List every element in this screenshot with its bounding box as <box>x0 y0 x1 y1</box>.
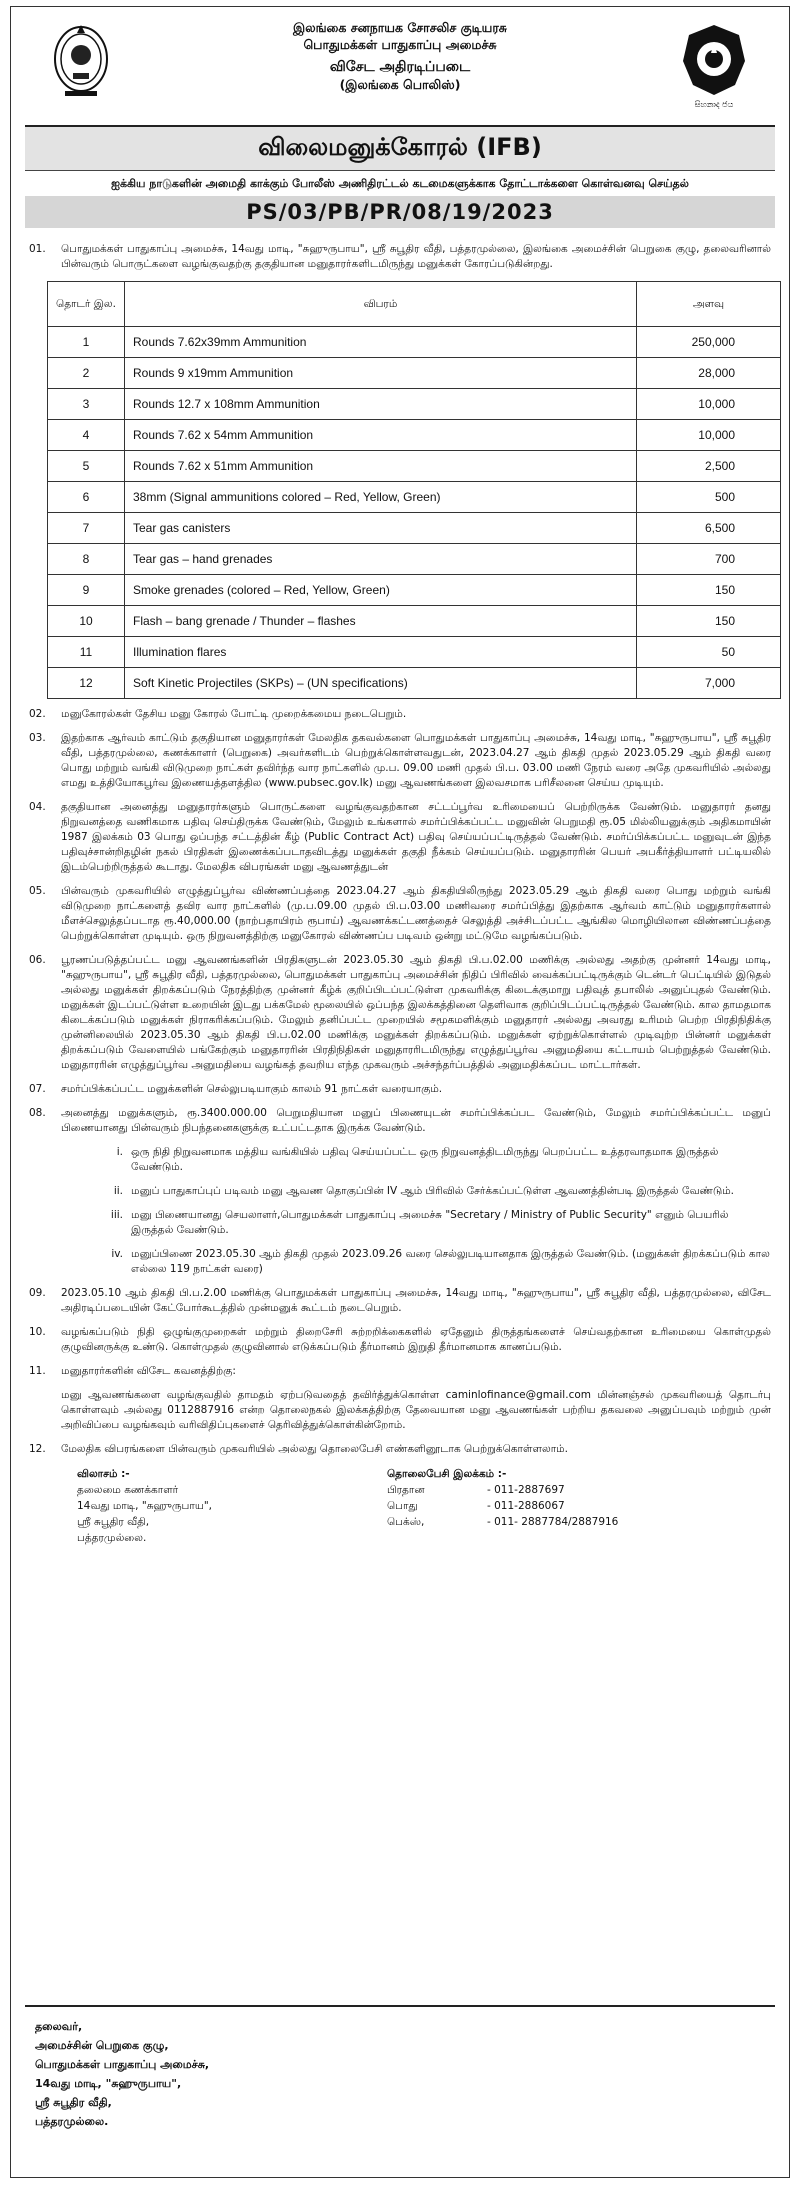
items-table <box>47 281 781 699</box>
serial-cell: 4 <box>48 420 125 451</box>
paragraph-text: அனைத்து மனுக்களும், ரூ.3400.000.00 பெறுமதியான மனுப் பிணையுடன் சமர்ப்பிக்கப்பட வேண்டும், மேலும் சமர்ப்பிக்கப்பட்ட மனுப் பிணையானது பின்வரும் நிபந்தனைகளுக்கு உட்பட்டதாக இருக்க வேண்டும். <box>61 1107 771 1134</box>
sri-lanka-emblem-icon <box>51 21 111 101</box>
condition-item <box>99 1184 771 1199</box>
quantity-cell: 250,000 <box>637 327 781 358</box>
paragraph-text: மனு ஆவணங்களை வழங்குவதில் தாமதம் ஏற்படுவதைத் தவிர்த்துக்கொள்ள caminlofinance@gmail.com மின்னஞ்சல் முகவரியைத் தொடர்பு கொள்ளவும் அல்லது 0112887916 என்ற தொலைநகல் இலக்கத்திற்கு தேவையான மனு ஆவணங்கள் பற்றிய தகவலை அனுப்பவும் மற்றும் முன் அறிவிப்பை வழங்கவும் வரிவிதிப்புகளைச் தெரிவித்துக்கொள்கின்றோம். <box>61 1389 771 1431</box>
signature-footer <box>25 2005 775 2167</box>
table-header-row <box>48 282 781 327</box>
footer-line: பொதுமக்கள் பாதுகாப்பு அமைச்சு, <box>35 2058 210 2071</box>
table-row <box>48 544 781 575</box>
address-line: 14வது மாடி, "சுஹுருபாய", <box>77 1500 213 1512</box>
phone-heading: தொலைபேசி இலக்கம் :- <box>387 1468 507 1480</box>
paragraph-text: பின்வரும் முகவரியில் எழுத்துப்பூர்வ விண்ணப்பத்தை 2023.04.27 ஆம் திகதியிலிருந்து 2023.05.29 ஆம் திகதி வரை பொது மற்றும் வங்கி விடுமுறை நாட்களைத் தவிர வார நாட்களில் (மு.ப.09.00 முதல் பி.ப.03.00 மணிவரை சமர்ப்பித்து இதற்காக ஆர்வம் காட்டும் மனுதாரர்களால் மீளச்செலுத்தப்படாத ரூ.40,000.00 (நாற்பதாயிரம் ரூபாய்) ஆவணக்கட்டணத்தைச் செலுத்தி அச்சிடப்பட்ட ஆங்கில மொழியிலான விண்ணப்பத்தை பெற்றுக்கொள்ள முடியும். ஒரு நிறுவனத்திற்கு மனுகோரல் விண்ணப்ப படிவம் ஒன்று மட்டுமே வழங்கப்படும். <box>61 885 771 942</box>
table-row <box>48 637 781 668</box>
serial-cell: 1 <box>48 327 125 358</box>
condition-item <box>99 1208 771 1238</box>
description-cell: Rounds 7.62x39mm Ammunition <box>125 327 637 358</box>
address-heading: விலாசம் :- <box>77 1468 130 1480</box>
paragraph-text: பொதுமக்கள் பாதுகாப்பு அமைச்சு, 14வது மாடி, "சுஹுருபாய", ஸ்ரீ சுபூதிர வீதி, பத்தரமுல்லை, இலங்கை அமைச்சின் பெறுகை குழு, தலைவரினால் பின்வரும் பொருட்களை வழங்குவதற்கு தகுதியான மனுதாரர்களிடமிருந்து மனுக்கள் கோரப்படுகின்றது. <box>61 243 771 270</box>
serial-cell: 3 <box>48 389 125 420</box>
quantity-cell: 50 <box>637 637 781 668</box>
paragraph-03 <box>29 731 771 791</box>
paragraph-text: சமர்ப்பிக்கப்பட்ட மனுக்களின் செல்லுபடியாகும் காலம் 91 நாட்கள் வரையாகும். <box>61 1083 443 1095</box>
condition-number: ii. <box>113 1185 123 1197</box>
paragraph-number: 03. <box>29 732 46 744</box>
phone-number: - 011-2886067 <box>487 1500 565 1512</box>
paragraph-text: தகுதியான அனைத்து மனுதாரர்களும் பொருட்களை வழங்குவதற்கான சட்டப்பூர்வ உரிமையைப் பெற்றிருக்க வேண்டும். மனுதாரர் தனது நிறுவனத்தை வணிகமாக பதிவு செய்திருக்க வேண்டும், மேலும் உங்களால் சமர்ப்பிக்கப்பட்ட மனுவின் பெறுமதி ரூ.05 மில்லியனுக்கும் அதிகமாயின் 1987 இலக்கம் 03 பொது ஒப்பந்த சட்டத்தின் கீழ் (Public Contract Act) பதிவு செய்யப்பட்டிருத்தல் வேண்டும். சமர்ப்பிக்கப்பட்ட மனுவுடன் இந்த பதிவுச்சான்றிதழின் நகல் பிரதிகள் இணைக்கப்படாதவிடத்து மனுக்கள் தகுதி நீக்கம் செய்யப்படும். மனுதாரரின் பெயர் அபகீர்த்தியாளர் பட்டியலில் இடம்பெற்றிருத்தல் கூடாது. மேலதிக விபரங்கள் மனு ஆவணத்துடன் <box>61 801 771 873</box>
table-row <box>48 451 781 482</box>
serial-cell: 10 <box>48 606 125 637</box>
paragraph-number: 08. <box>29 1107 46 1119</box>
phone-number: - 011-2887697 <box>487 1484 565 1496</box>
paragraph-10 <box>29 1325 771 1355</box>
description-cell: Rounds 9 x19mm Ammunition <box>125 358 637 389</box>
header-line-4: (இலங்கை பொலிஸ்) <box>339 77 461 92</box>
table-row <box>48 482 781 513</box>
header-line-2: பொதுமக்கள் பாதுகாப்பு அமைச்சு <box>303 37 497 52</box>
table-row <box>48 606 781 637</box>
footer-line: தலைவர், <box>35 2020 83 2033</box>
quantity-cell: 10,000 <box>637 389 781 420</box>
paragraph-08 <box>29 1106 771 1136</box>
description-cell: 38mm (Signal ammunitions colored – Red, Yellow, Green) <box>125 482 637 513</box>
description-cell: Smoke grenades (colored – Red, Yellow, Green) <box>125 575 637 606</box>
address-line: பத்தரமுல்லை. <box>77 1532 147 1544</box>
paragraph-text: இதற்காக ஆர்வம் காட்டும் தகுதியான மனுதாரர்கள் மேலதிக தகவல்களை பொதுமக்கள் பாதுகாப்பு அமைச்சு, 14வது மாடி, "சுஹுருபாய", ஸ்ரீ சுபூதிர வீதி, பத்தரமுல்லை, கணக்காளர் (பெறுகை) அவர்களிடம் பெற்றுக்கொள்ளவதுடன், 2023.04.27 ஆம் திகதி முதல் 2023.05.29 ஆம் திகதி வரை பொது மற்றும் வங்கி விடுமுறை நாட்கள் தவிர்ந்த வார நாட்களில் மு.ப. 09.00 மணி முதல் பி.ப. 03.00 மணி நேரம் வரை அதே முகவரியில் அல்லது எமது உத்தியோகபூர்வ இணையத்தளத்தில (www.pubsec.gov.lk) மனு ஆவணங்களை இலவசமாக பரிசீலனை செய்ய முடியும். <box>61 732 771 789</box>
condition-item <box>99 1247 771 1277</box>
paragraph-text: மேலதிக விபரங்களை பின்வரும் முகவரியில் அல்லது தொலைபேசி எண்களினூடாக பெற்றுக்கொள்ளலாம். <box>61 1443 568 1455</box>
condition-text: மனு பிணையானது செயலாளர்,பொதுமக்கள் பாதுகாப்பு அமைச்சு "Secretary / Ministry of Public Security" எனும் பெயரில் இருத்தல் வேண்டும். <box>131 1209 729 1236</box>
quantity-cell: 700 <box>637 544 781 575</box>
ifb-banner: விலைமனுக்கோரல் (IFB) <box>25 125 775 171</box>
paragraph-04 <box>29 800 771 875</box>
col-quantity-header: அளவு <box>637 282 781 327</box>
description-cell: Tear gas canisters <box>125 513 637 544</box>
footer-line: அமைச்சின் பெறுகை குழு, <box>35 2039 169 2052</box>
quantity-cell: 2,500 <box>637 451 781 482</box>
paragraph-11-detail <box>29 1388 771 1433</box>
table-row <box>48 668 781 699</box>
paragraph-number: 04. <box>29 801 46 813</box>
phone-label: பிரதான <box>387 1484 425 1496</box>
quantity-cell: 150 <box>637 606 781 637</box>
table-row <box>48 389 781 420</box>
quantity-cell: 10,000 <box>637 420 781 451</box>
phone-label: பொது <box>387 1500 418 1512</box>
notice-subtitle: ஐக்கிய நாடுகளின் அமைதி காக்கும் போலீஸ் அணிதிரட்டல் கடமைகளுக்காக தோட்டாக்களை கொள்வனவு செய்தல் <box>111 177 689 190</box>
description-cell: Rounds 12.7 x 108mm Ammunition <box>125 389 637 420</box>
quantity-cell: 150 <box>637 575 781 606</box>
address-line: ஸ்ரீ சுபூதிர வீதி, <box>77 1516 150 1528</box>
paragraph-number: 02. <box>29 708 46 720</box>
phone-number: - 011- 2887784/2887916 <box>487 1516 619 1528</box>
description-cell: Soft Kinetic Projectiles (SKPs) – (UN specifications) <box>125 668 637 699</box>
paragraph-number: 01. <box>29 243 46 255</box>
footer-line: பத்தரமுல்லை. <box>35 2115 109 2128</box>
paragraph-08-conditions <box>99 1145 771 1277</box>
description-cell: Rounds 7.62 x 51mm Ammunition <box>125 451 637 482</box>
description-cell: Illumination flares <box>125 637 637 668</box>
chairman-address <box>25 2007 775 2141</box>
description-cell: Rounds 7.62 x 54mm Ammunition <box>125 420 637 451</box>
table-row <box>48 420 781 451</box>
notice-content <box>11 228 789 1546</box>
paragraph-text: வழங்கப்படும் நிதி ஒழுங்குமுறைகள் மற்றும் திறைசேரி சுற்றறிக்கைகளில் ஏதேனும் திருத்தங்களைச் செய்வதற்கான உரிமையை கொள்முதல் குழுவினருக்கு உண்டு. கொள்முதல் குழுவினால் எடுக்கப்படும் தீர்மானம் இறுதி தீர்மானமாக காணப்படும். <box>61 1326 771 1353</box>
paragraph-09 <box>29 1286 771 1316</box>
condition-item <box>99 1145 771 1175</box>
paragraph-05 <box>29 884 771 944</box>
paragraph-11 <box>29 1364 771 1379</box>
paragraph-number: 09. <box>29 1287 46 1299</box>
phone-block <box>387 1466 667 1546</box>
paragraph-number: 05. <box>29 885 46 897</box>
condition-number: iii. <box>110 1209 123 1221</box>
table-row <box>48 513 781 544</box>
serial-cell: 11 <box>48 637 125 668</box>
address-block <box>77 1466 387 1546</box>
paragraph-text: மனுகோரல்கள் தேசிய மனு கோரல் போட்டி முறைக்கமைய நடைபெறும். <box>61 708 407 720</box>
quantity-cell: 500 <box>637 482 781 513</box>
quantity-cell: 7,000 <box>637 668 781 699</box>
paragraph-number: 11. <box>29 1365 46 1377</box>
serial-cell: 12 <box>48 668 125 699</box>
quantity-cell: 6,500 <box>637 513 781 544</box>
condition-number: iv. <box>111 1248 123 1260</box>
paragraph-number: 12. <box>29 1443 46 1455</box>
header-line-3: விசேட அதிரடிப்படை <box>329 59 471 75</box>
serial-cell: 5 <box>48 451 125 482</box>
col-description-header: விபரம் <box>125 282 637 327</box>
quantity-cell: 28,000 <box>637 358 781 389</box>
paragraph-02 <box>29 707 771 722</box>
condition-text: மனுப்பிணை 2023.05.30 ஆம் திகதி முதல் 2023.09.26 வரை செல்லுபடியானதாக இருத்தல் வேண்டும். (மனுக்கள் திறக்கப்படும் கால எல்லை 119 நாட்கள் வரை) <box>131 1248 770 1275</box>
description-cell: Tear gas – hand grenades <box>125 544 637 575</box>
paragraph-01 <box>29 242 771 272</box>
serial-cell: 7 <box>48 513 125 544</box>
paragraph-12 <box>29 1442 771 1457</box>
paragraph-07 <box>29 1082 771 1097</box>
address-line: தலைமை கணக்காளர் <box>77 1484 179 1496</box>
condition-number: i. <box>116 1146 123 1158</box>
contact-details <box>77 1466 771 1546</box>
phone-label: பெக்ஸ், <box>387 1516 425 1528</box>
description-cell: Flash – bang grenade / Thunder – flashes <box>125 606 637 637</box>
condition-text: மனுப் பாதுகாப்புப் படிவம் மனு ஆவண தொகுப்பின் IV ஆம் பிரிவில் சேர்க்கப்பட்டுள்ள ஆவணத்தின்படி இருத்தல் வேண்டும். <box>131 1185 735 1197</box>
paragraph-number: 06. <box>29 954 46 966</box>
col-serial-header: தொடர் இல. <box>48 282 125 327</box>
paragraph-text: 2023.05.10 ஆம் திகதி பி.ப.2.00 மணிக்கு பொதுமக்கள் பாதுகாப்பு அமைச்சு, 14வது மாடி, "சுஹுருபாய", ஸ்ரீ சுபூதிர வீதி, பத்தரமுல்லை, விசேட அதிரடிப்படையின் கேட்போர்கூடத்தில் முன்மனுக் கூட்டம் நடைபெறும். <box>61 1287 771 1314</box>
police-logo-caption: සිහනාද ජය <box>694 100 734 109</box>
paragraph-number: 10. <box>29 1326 46 1338</box>
table-row <box>48 327 781 358</box>
header-line-1: இலங்கை சனநாயக சோசலிச குடியரசு <box>293 20 507 35</box>
paragraph-text: பூரணப்படுத்தப்பட்ட மனு ஆவணங்களின் பிரதிகளுடன் 2023.05.30 ஆம் திகதி பி.ப.02.00 மணிக்கு அல்லது அதற்கு முன்னர் 14வது மாடி, "சுஹுருபாய", ஸ்ரீ சுபூதிர வீதி, பத்தரமுல்லை, பொதுமக்கள் பாதுகாப்பு அமைச்சின் நிதிப் பிரிவில் வைக்கப்பட்டிருக்கும் டென்டர் பெட்டியில் இடுதல் அல்லது மனுக்கள் திறக்கப்படும் நேரத்திற்கு முன்னர் கீழ்க் குறிப்பிடப்பட்டுள்ள முகவரிக்கு கிடைக்குமாறு பதிவுத் தபாலில் அனுப்புதல் வேண்டும். மனுக்கள் இடப்பட்டுள்ள உறையின் இடது பக்கமேல் மூலையில் ஒப்பந்த இலக்கத்தினை தெளிவாக குறிப்பிடப்பட்டிருத்தல் வேண்டும். கால தாமதமாக கிடைக்கப்படும் மனுக்கள் நிராகரிக்கப்படும். மேலும் தனிப்பட்ட முறையில் சமூகமளிக்கும் மனுதாரர் அல்லது அவரது உரிமம் பெற்ற பிரதிநிதிக்கு முன்னிலையில் 2023.05.30 ஆம் திகதி பி.ப.02.00 மணிக்கு மனுக்கள் திறக்கப்படும். மனுக்கள் ஏற்றுக்கொள்ளல் முடிவுற்ற பின்னர் மனுக்கள் திறக்கப்படும் வேளையில் பங்கேற்கும் மனுதாரரின் பிரதிநிதிகள் மனுதாரரிடமிருந்து எழுத்துப்பூர்வ அனுமதியை கட்டாயம் பெற்றுத்தல் வேண்டும். மனுதாரரின் எழுத்துப்பூர்வ அனுமதியை வழங்கத் தவறிய எந்த முகவரும் அச்சந்தர்ப்பத்தில் அனுமதிக்கப்பட மாட்டார்கள். <box>61 954 771 1071</box>
serial-cell: 2 <box>48 358 125 389</box>
footer-line: 14வது மாடி, "சுஹுருபாய", <box>35 2077 182 2090</box>
paragraph-06 <box>29 953 771 1073</box>
header <box>11 7 789 125</box>
serial-cell: 8 <box>48 544 125 575</box>
reference-number: PS/03/PB/PR/08/19/2023 <box>25 196 775 228</box>
paragraph-number: 07. <box>29 1083 46 1095</box>
table-row <box>48 575 781 606</box>
table-row <box>48 358 781 389</box>
paragraph-text: மனுதாரர்களின் விசேட கவனத்திற்கு: <box>61 1365 236 1377</box>
serial-cell: 9 <box>48 575 125 606</box>
footer-line: ஸ்ரீ சுபூதிர வீதி, <box>35 2096 112 2109</box>
police-logo-icon <box>679 21 749 111</box>
condition-text: ஒரு நிதி நிறுவனமாக மத்திய வங்கியில் பதிவு செய்யப்பட்ட ஒரு நிறுவனத்திடமிருந்து பெறப்பட்ட உத்தரவாதமாக இருத்தல் வேண்டும். <box>131 1146 719 1173</box>
serial-cell: 6 <box>48 482 125 513</box>
notice-page <box>10 6 790 2178</box>
